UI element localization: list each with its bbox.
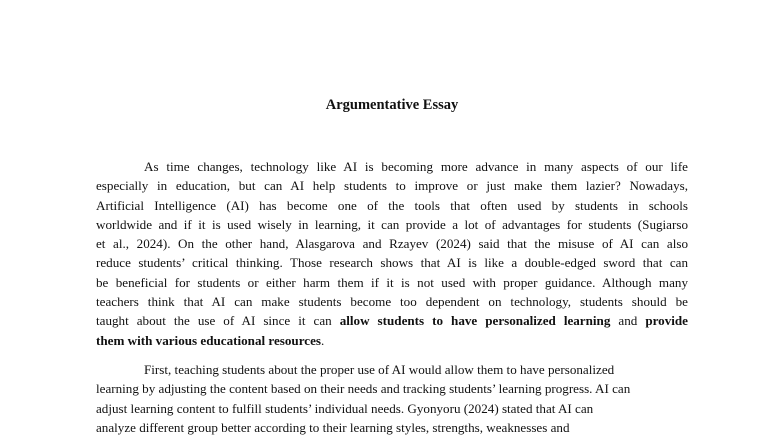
paragraph-line: analyze different group better according to their learning styles, strengths, weaknesses and xyxy=(96,419,570,435)
paragraph-line: especially in education, but can AI help students to improve or just make them lazier? Nowadays, xyxy=(96,178,688,194)
paragraph-line: be beneficial for students or either harm them if it is not used with proper guidance. Although many xyxy=(96,274,688,290)
paragraph-body-1 xyxy=(96,360,688,437)
paragraph-line: First, teaching students about the proper use of AI would allow them to have personalized xyxy=(144,362,615,377)
paragraph-introduction xyxy=(96,157,688,350)
paragraph-line: Artificial Intelligence (AI) has become one of the tools that often used by students in schools xyxy=(96,197,688,213)
document-title: Argumentative Essay xyxy=(325,97,459,113)
paragraph-line: adjust learning content to fulfill students’ individual needs. Gyonyoru (2024) stated that AI can xyxy=(96,400,594,416)
paragraph-line: teachers think that AI can make students become too dependent on technology, students should be xyxy=(96,294,688,310)
paragraph-line: worldwide and if it is used wisely in learning, it can provide a lot of advantages for students (Sugiarso xyxy=(96,216,688,232)
text-run: . xyxy=(321,332,325,348)
paragraph-line xyxy=(96,331,688,350)
paragraph-line: learning by adjusting the content based on their needs and tracking students’ learning progress. AI can xyxy=(96,381,631,397)
thesis-point-2-end: them with various educational resources xyxy=(96,332,322,348)
paragraph-line: et al., 2024). On the other hand, Alasgarova and Rzayev (2024) said that the misuse of AI can also xyxy=(96,236,688,252)
thesis-point-2-start: provide xyxy=(645,313,688,329)
text-run: taught about the use of AI since it can xyxy=(96,313,340,329)
paragraph-line: As time changes, technology like AI is becoming more advance in many aspects of our life xyxy=(144,159,688,174)
paragraph-line xyxy=(96,311,688,330)
thesis-point-1: allow students to have personalized learning xyxy=(339,313,611,329)
paragraph-line: reduce students’ critical thinking. Those research shows that AI is like a double-edged sword that can xyxy=(96,255,688,271)
text-run: and xyxy=(610,313,646,329)
